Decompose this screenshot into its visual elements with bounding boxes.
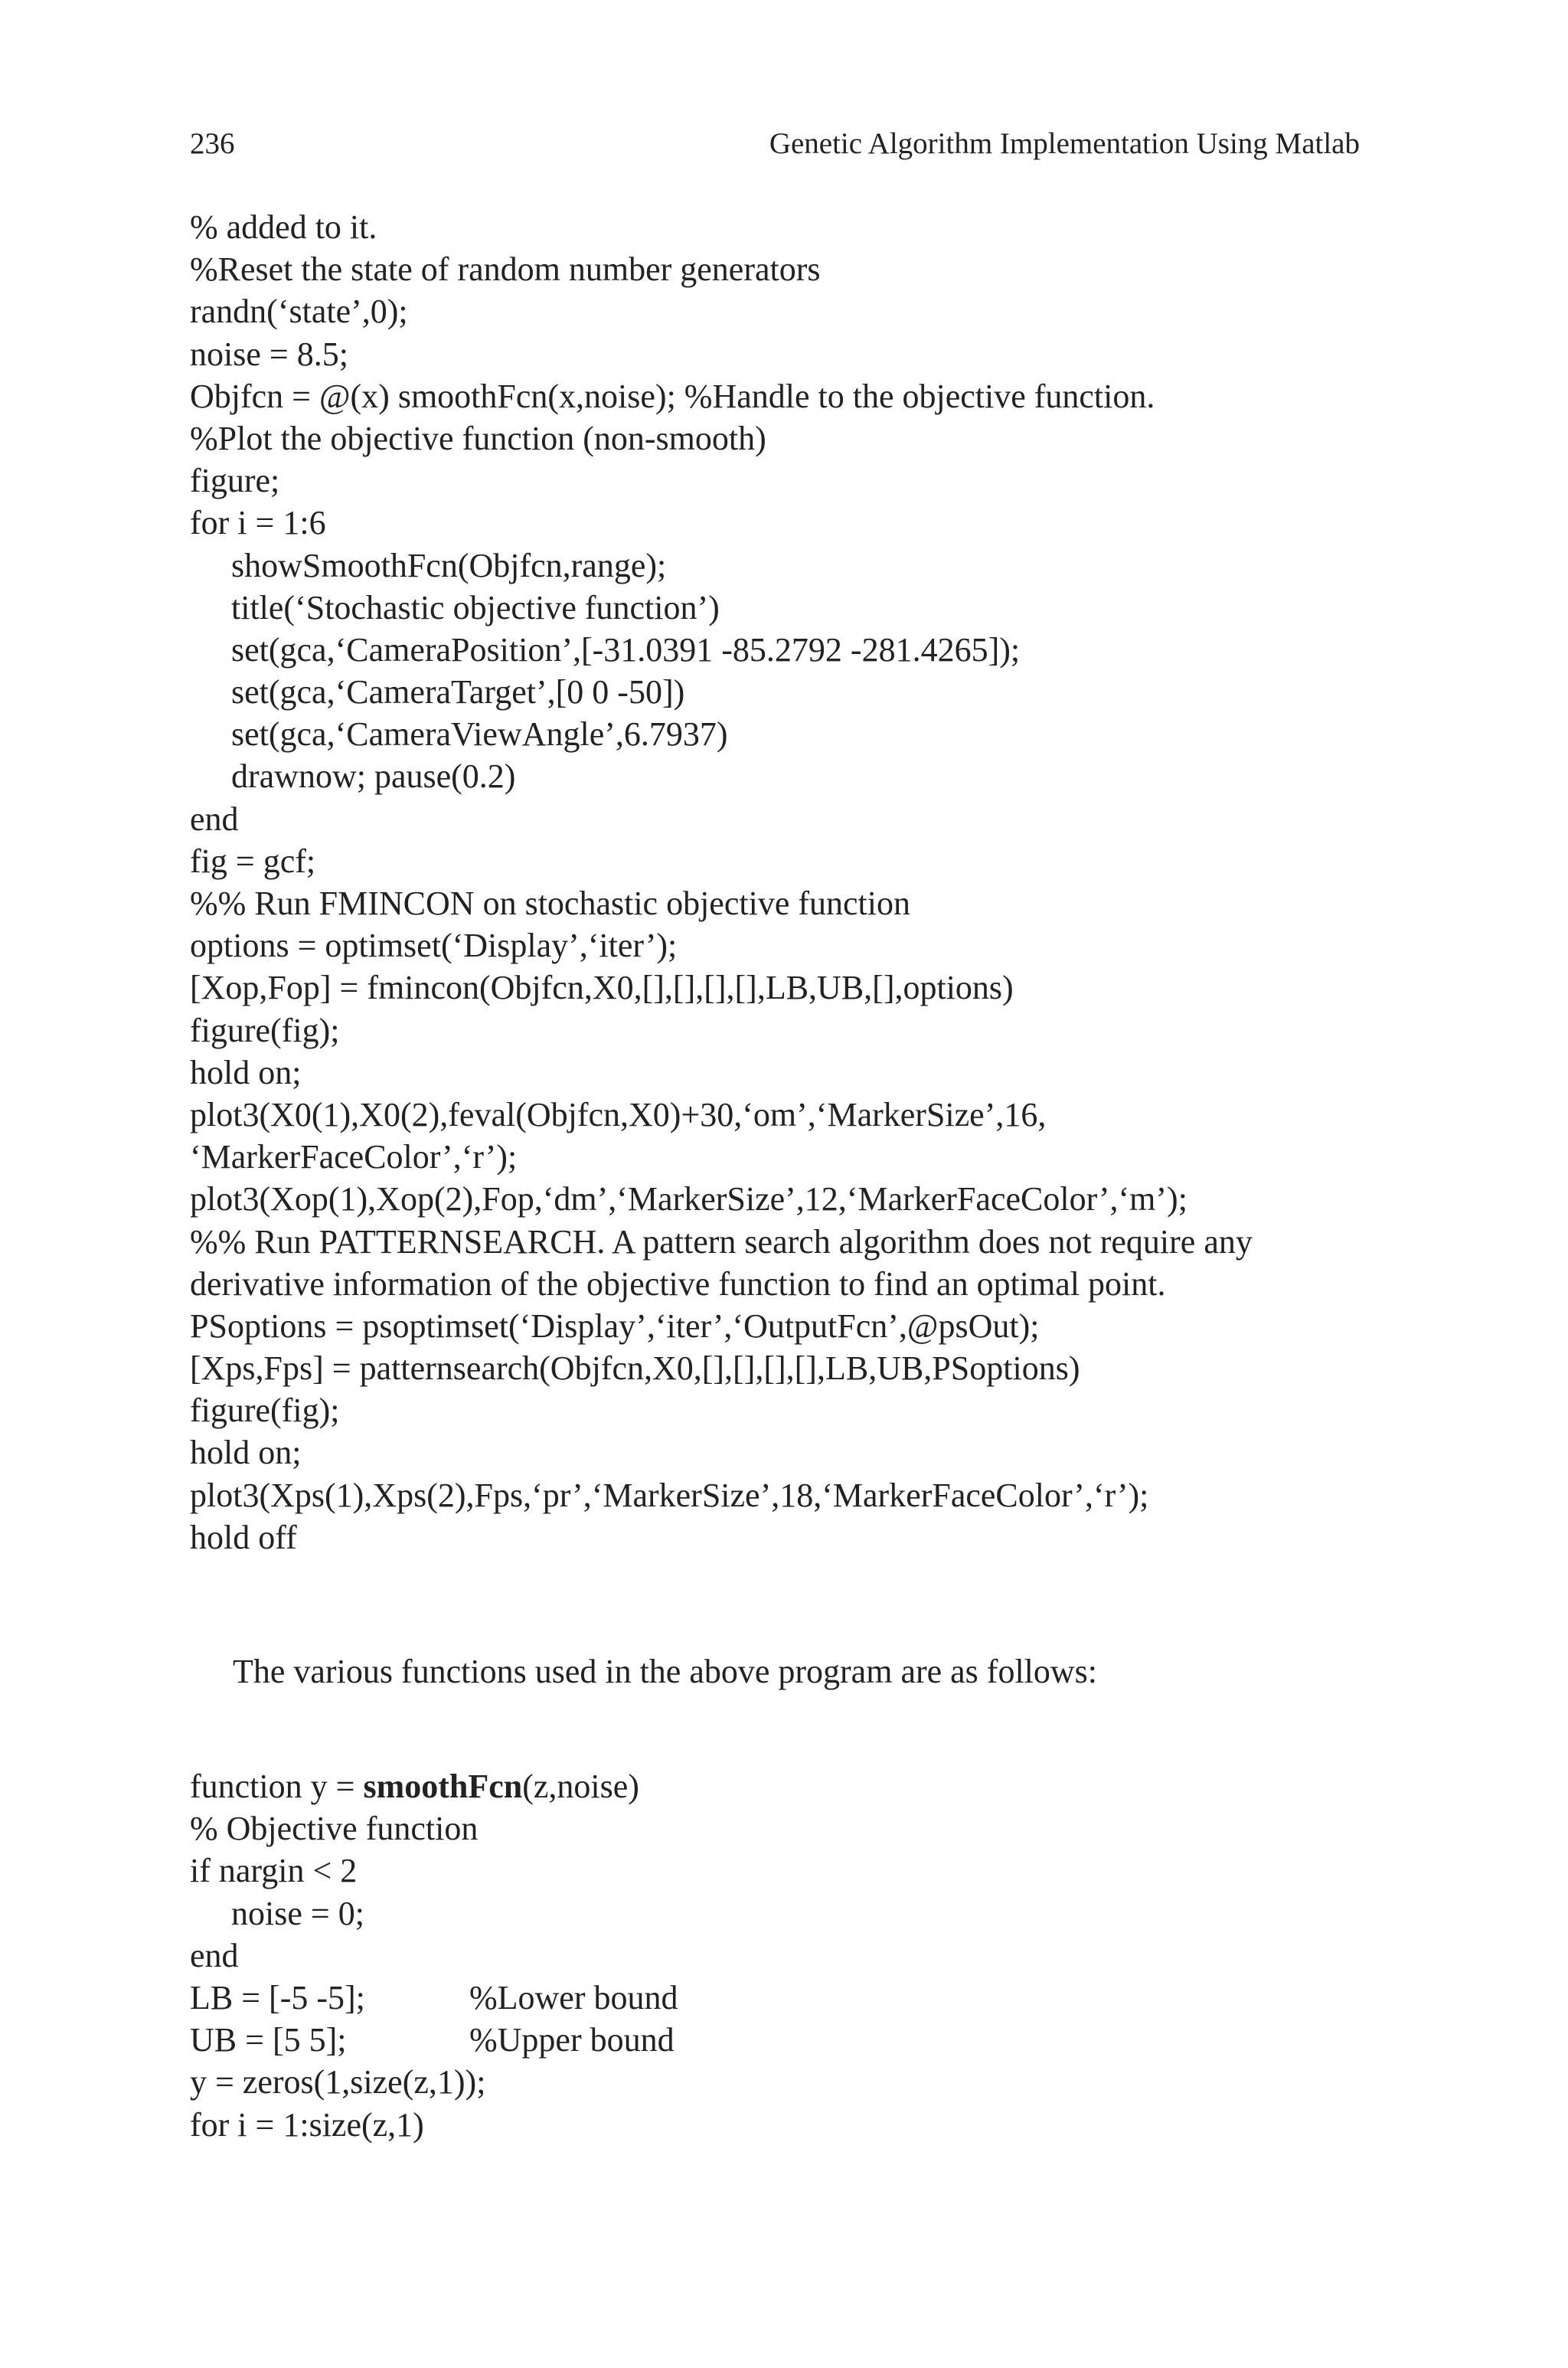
code-line (190, 1221, 1384, 1263)
code-text: end (190, 800, 239, 838)
running-head (190, 123, 1360, 165)
code-comment: %Upper bound (469, 2021, 675, 2059)
code-line (190, 798, 1384, 840)
code-text: % Objective function (190, 1810, 479, 1848)
code-line (190, 1009, 1384, 1052)
code-text: %Reset the state of random number generators (190, 250, 821, 289)
code-text: set(gca,‘CameraPosition’,[-31.0391 -85.2792 -281.4265]); (231, 630, 1021, 669)
code-line (190, 1136, 1384, 1178)
code-text: set(gca,‘CameraTarget’,[0 0 -50]) (231, 673, 685, 711)
code-text: showSmoothFcn(Objfcn,range); (231, 546, 667, 584)
code-text: if nargin < 2 (190, 1852, 358, 1890)
code-line (190, 1935, 1384, 1977)
book-title: Genetic Algorithm Implementation Using Matlab (769, 127, 1360, 160)
function-keyword: function y = (190, 1768, 364, 1805)
code-text: figure(fig); (190, 1011, 340, 1049)
code-comment: %Lower bound (469, 1978, 678, 2016)
code-text: figure; (190, 462, 280, 500)
code-line (190, 1263, 1384, 1305)
code-text: title(‘Stochastic objective function’) (231, 588, 720, 626)
code-line (190, 248, 1384, 290)
code-line (190, 1850, 1384, 1892)
code-line (190, 840, 1384, 882)
code-text: hold on; (190, 1434, 302, 1472)
code-text: plot3(Xop(1),Xop(2),Fop,‘dm’,‘MarkerSize’,12,‘MarkerFaceColor’,‘m’); (190, 1180, 1187, 1218)
function-args: (z,noise) (522, 1768, 639, 1805)
code-text: plot3(X0(1),X0(2),feval(Objfcn,X0)+30,‘om’,‘MarkerSize’,16, (190, 1095, 1047, 1133)
code-text: [Xop,Fop] = fmincon(Objfcn,X0,[],[],[],[],LB,UB,[],options) (190, 969, 1014, 1007)
code-text: randn(‘state’,0); (190, 293, 408, 331)
code-text: plot3(Xps(1),Xps(2),Fps,‘pr’,‘MarkerSize’,18,‘MarkerFaceColor’,‘r’); (190, 1476, 1149, 1514)
code-line (190, 1052, 1384, 1094)
code-text: set(gca,‘CameraViewAngle’,6.7937) (231, 715, 728, 754)
code-text: noise = 0; (231, 1894, 364, 1932)
code-line (190, 882, 1384, 924)
code-text: LB = [-5 -5]; (190, 1978, 365, 2016)
code-text: derivative information of the objective function to find an optimal point. (190, 1264, 1166, 1303)
code-text: %% Run FMINCON on stochastic objective function (190, 885, 910, 922)
code-listing-main (190, 206, 1384, 1558)
code-text: noise = 8.5; (190, 335, 348, 373)
code-line (190, 460, 1384, 502)
code-text: Objfcn = @(x) smoothFcn(x,noise); %Handle to the objective function. (190, 377, 1155, 415)
function-body (190, 1807, 1384, 2146)
code-line (190, 1977, 1384, 2019)
code-line (190, 1178, 1384, 1220)
code-line (190, 290, 1384, 332)
code-line (190, 1431, 1384, 1473)
code-line (190, 417, 1384, 460)
code-text: %% Run PATTERNSEARCH. A pattern search algorithm does not require any (190, 1222, 1253, 1261)
code-text: %Plot the objective function (non-smooth) (190, 419, 766, 457)
code-text: hold on; (190, 1053, 302, 1091)
code-line (190, 2061, 1384, 2103)
code-text: end (190, 1936, 239, 1974)
code-text: drawnow; pause(0.2) (231, 757, 516, 796)
code-text: [Xps,Fps] = patternsearch(Objfcn,X0,[],[],[],[],LB,UB,PSoptions) (190, 1349, 1080, 1388)
body-paragraph: The various functions used in the above program are as follows: (233, 1653, 1098, 1690)
code-text: UB = [5 5]; (190, 2021, 347, 2059)
code-line (190, 333, 1384, 375)
code-text: PSoptions = psoptimset(‘Display’,‘iter’,‘OutputFcn’,@psOut); (190, 1307, 1040, 1345)
code-listing-smoothfcn (190, 1765, 1384, 2146)
code-line (190, 545, 1384, 587)
code-line (190, 1094, 1384, 1136)
code-text: % added to it. (190, 208, 377, 246)
code-line (190, 1516, 1384, 1558)
code-line (190, 502, 1384, 544)
code-line (190, 924, 1384, 966)
function-name: smoothFcn (363, 1768, 523, 1805)
code-line (190, 1807, 1384, 1850)
code-text: figure(fig); (190, 1392, 340, 1430)
code-line (190, 375, 1384, 417)
code-line (190, 629, 1384, 671)
code-line (190, 2104, 1384, 2146)
function-header-line (190, 1765, 1384, 1807)
code-line (190, 1892, 1384, 1935)
code-text: y = zeros(1,size(z,1)); (190, 2063, 486, 2101)
code-line (190, 966, 1384, 1009)
code-line (190, 2019, 1384, 2061)
code-line (190, 755, 1384, 797)
code-text: for i = 1:6 (190, 504, 326, 542)
code-text: for i = 1:size(z,1) (190, 2105, 424, 2144)
code-text: fig = gcf; (190, 842, 316, 880)
code-line (190, 1347, 1384, 1389)
page-number: 236 (190, 127, 235, 160)
code-text: ‘MarkerFaceColor’,‘r’); (190, 1138, 518, 1176)
code-line (190, 1305, 1384, 1347)
code-line (190, 671, 1384, 713)
code-text: hold off (190, 1518, 297, 1556)
code-line (190, 1389, 1384, 1431)
code-text: options = optimset(‘Display’,‘iter’); (190, 927, 678, 965)
code-line (190, 206, 1384, 248)
code-line (190, 587, 1384, 629)
code-line (190, 713, 1384, 755)
code-line (190, 1474, 1384, 1516)
